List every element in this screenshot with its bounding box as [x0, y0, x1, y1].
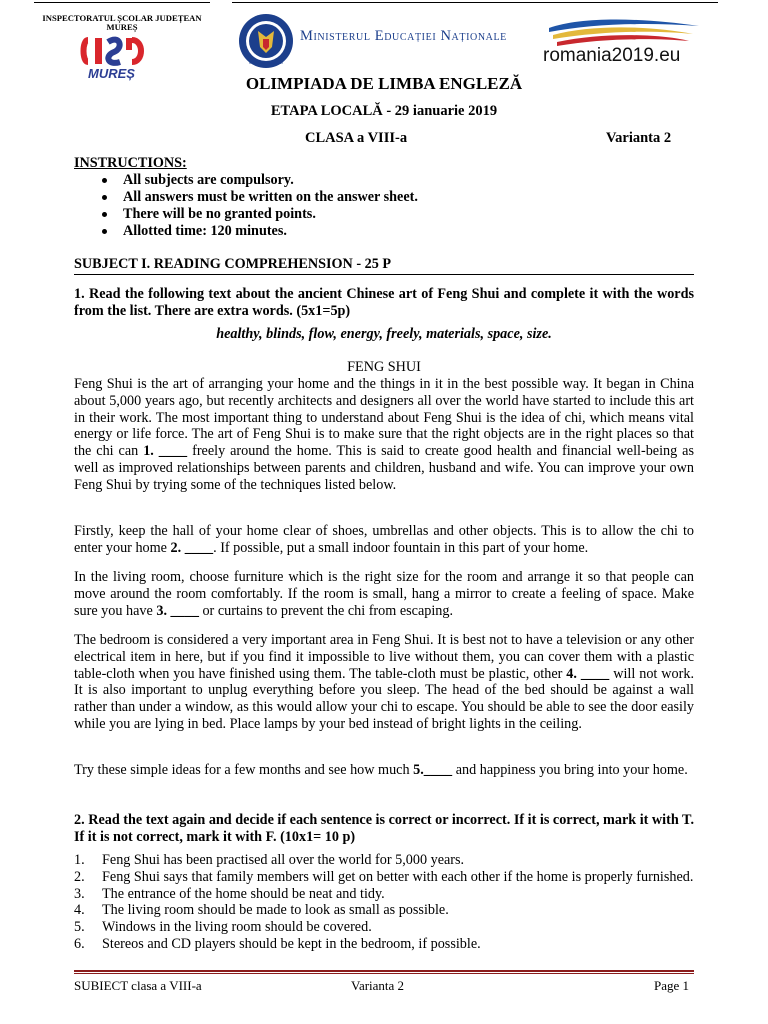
- statement-item: [74, 886, 694, 903]
- isj-logo-text: MUREȘ: [88, 66, 135, 81]
- footer-variant: Varianta 2: [351, 978, 405, 993]
- instruction-text: All subjects are compulsory.: [123, 171, 294, 188]
- instruction-text: Allotted time: 120 minutes.: [123, 222, 287, 239]
- statement-text: Feng Shui has been practised all over the world for 5,000 years.: [102, 852, 465, 868]
- statement-item: [74, 852, 694, 869]
- task2-instruction: 2. Read the text again and decide if each sentence is correct or incorrect. If it is correct, mark it with T. If it is not correct, mark it with F. (10x1= 10 p): [74, 812, 694, 845]
- text-title: FENG SHUI: [347, 359, 421, 375]
- footer-rule: [74, 970, 694, 972]
- paragraph-5: Try these simple ideas for a few months and see how much 5.____ and happiness you bring into your home.: [74, 762, 688, 778]
- ministry-name: Ministerul Educației Naționale: [300, 28, 507, 44]
- government-crest: [238, 13, 294, 69]
- instruction-item: [74, 172, 694, 189]
- instruction-item: [74, 223, 694, 240]
- gap-4: 4. ____: [566, 665, 610, 682]
- page-title: OLIMPIADA DE LIMBA ENGLEZĂ: [245, 74, 523, 93]
- paragraph-3: In the living room, choose furniture which is the right size for the room and arrange it so that people can move around the room comfortably. If the room is small, hang a mirror to create a feeling of space. Make sure you have 3. ____ or curtains to prevent the chi from escaping.: [74, 569, 694, 619]
- statement-text: The living room should be made to look as small as possible.: [102, 902, 449, 919]
- isj-name: INSPECTORATUL ȘCOLAR JUDEȚEAN MUREȘ: [42, 13, 202, 32]
- paragraph-4: The bedroom is considered a very important area in Feng Shui. It is best not to have a television or any other electrical item in here, but if you find it impossible to live without them, you can cover them with a plastic table-cloth when you have finished using them. The table-cloth must be plastic, other 4. ____ will not work. It is also important to unplug everything before you sleep. The head of the bed should be against a wall rather than under a window, as this would allow your chi to escape. You should be able to see the door easily while you are lying in bed. Place lamps by your bed instead of bright lights in the ceiling.: [74, 632, 695, 732]
- statement-item: [74, 919, 694, 936]
- statement-number: 6.: [74, 935, 85, 952]
- bullet-icon: [102, 178, 107, 183]
- gap-5: 5.____: [413, 762, 453, 778]
- statement-number: 5.: [74, 919, 85, 936]
- instruction-item: [74, 189, 694, 206]
- statement-number: 4.: [74, 902, 85, 919]
- instructions-block: [74, 155, 694, 240]
- footer-page-number: Page 1: [654, 978, 690, 993]
- bullet-icon: [102, 195, 107, 200]
- exam-variant: Varianta 2: [606, 130, 672, 146]
- paragraph-2: Firstly, keep the hall of your home clear of shoes, umbrellas and other objects. This is to allow the chi to enter your home 2. ____. If possible, put a small indoor fountain in this part of your home.: [74, 523, 694, 556]
- statement-text: Feng Shui says that family members will get on better with each other if the home is properly furnished.: [102, 868, 694, 885]
- statement-item: [74, 936, 694, 953]
- statement-item: [74, 869, 694, 886]
- exam-class: CLASA a VIII-a: [305, 130, 408, 146]
- crest-text: GUVERNUL ROMÂNIEI: [248, 61, 284, 65]
- statement-number: 1.: [74, 852, 85, 868]
- task1-instruction: 1. Read the following text about the ancient Chinese art of Feng Shui and complete it with the words from the list. There are extra words. (5x1=5p): [74, 286, 694, 319]
- statement-item: [74, 902, 694, 919]
- footer-rule-thin: [74, 973, 694, 974]
- instruction-text: All answers must be written on the answer sheet.: [123, 188, 418, 205]
- gap-2: 2. ____: [170, 539, 214, 556]
- instructions-heading: INSTRUCTIONS:: [74, 155, 187, 171]
- gap-1: 1. ____: [143, 443, 188, 460]
- statement-list: [74, 852, 694, 953]
- instructions-list: [74, 172, 694, 240]
- header-rule-left: [34, 2, 210, 3]
- instruction-text: There will be no granted points.: [123, 205, 316, 222]
- word-list: healthy, blinds, flow, energy, freely, materials, space, size.: [216, 326, 552, 342]
- romania2019-text: romania2019.eu: [543, 45, 681, 66]
- statement-text: The entrance of the home should be neat and tidy.: [102, 885, 385, 902]
- paragraph-1: Feng Shui is the art of arranging your home and the things in it in the best possible way. It began in China about 5,000 years ago, but recently architects and designers all over the world have started to include this art in their work. The most important thing to understand about Feng Shui is the idea of chi, which means vital energy or life force. The art of Feng Shui is to make sure that the right objects are in the right places so that the chi can 1. ____ freely around the home. This is said to create good health and financial well-being as well as improved relationships between parents and children, husband and wife. You can improve your own Feng Shui by trying some of the techniques listed below.: [74, 376, 694, 493]
- bullet-icon: [102, 229, 107, 234]
- footer-subject: SUBIECT clasa a VIII-a: [74, 978, 202, 993]
- statements-block: [74, 852, 694, 953]
- header-rule-right: [232, 2, 718, 3]
- statement-number: 3.: [74, 885, 85, 902]
- gap-3: 3. ____: [156, 602, 199, 619]
- statement-text: Stereos and CD players should be kept in the bedroom, if possible.: [102, 935, 481, 952]
- bullet-icon: [102, 212, 107, 217]
- instruction-item: [74, 206, 694, 223]
- subject1-heading: SUBJECT I. READING COMPREHENSION - 25 P: [74, 256, 694, 275]
- exam-stage: ETAPA LOCALĂ - 29 ianuarie 2019: [270, 103, 498, 119]
- statement-number: 2.: [74, 868, 85, 885]
- statement-text: Windows in the living room should be covered.: [102, 919, 372, 936]
